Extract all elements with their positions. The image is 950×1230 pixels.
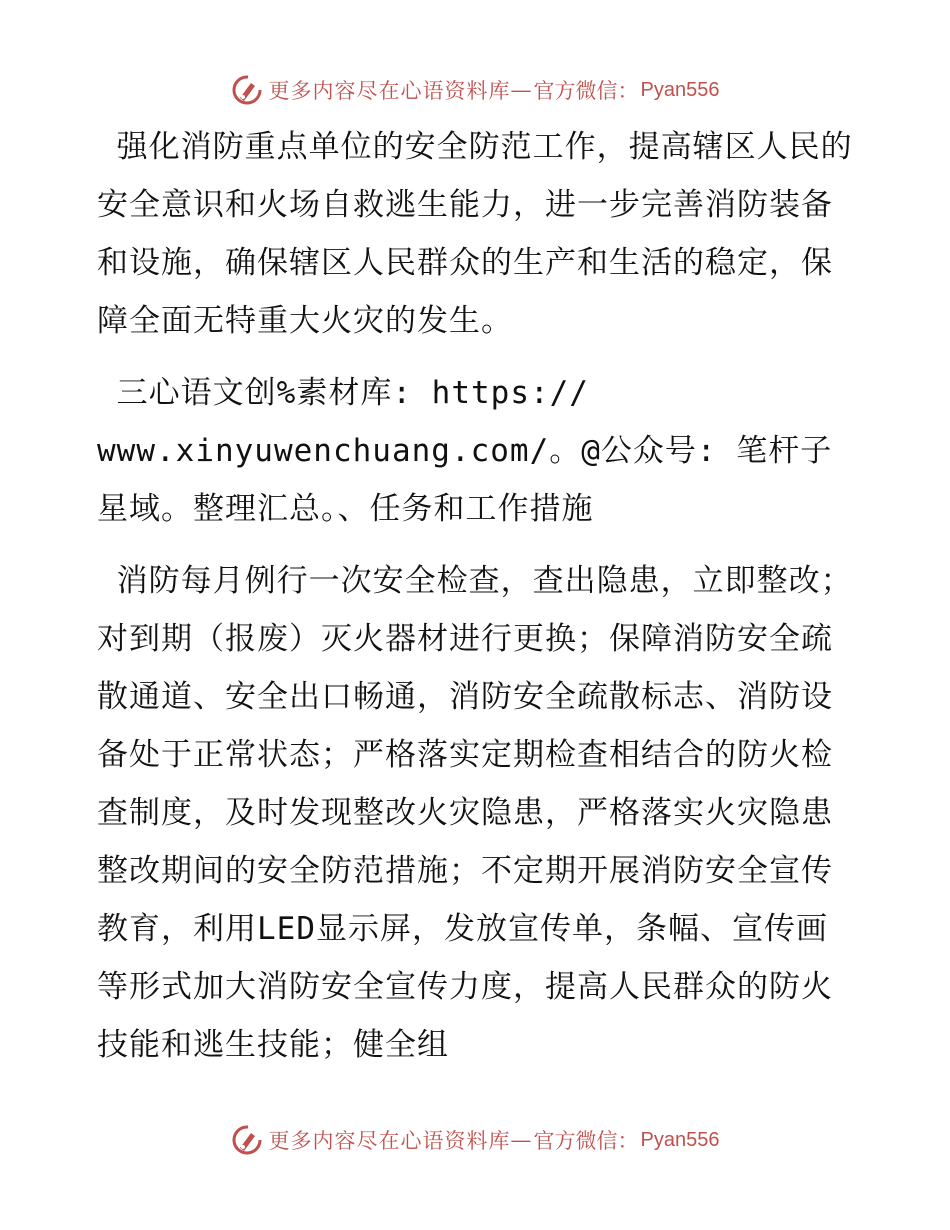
wechat-id: Pyan556 [640, 78, 720, 101]
site-name-text: 更多内容尽在心语资料库 [268, 79, 511, 103]
pen-logo-icon [231, 74, 263, 106]
paragraph: 三心语文创%素材库: https:// www.xinyuwenchuang.com/。@公众号: 笔杆子星域。整理汇总。、任务和工作措施 [97, 375, 833, 527]
paragraph: 消防每月例行一次安全检查，查出隐患，立即整改；对到期（报废）灭火器材进行更换；保障消防安全疏散通道、安全出口畅通，消防安全疏散标志、消防设备处于正常状态；严格落实定期检查相结合的防火检查制度，及时发现整改火灾隐患，严格落实火灾隐患整改期间的安全防范措施；不定期开展消防安全宣传教育，利用LED显示屏，发放宣传单，条幅、宣传画等形式加大消防安全宣传力度，提高人民群众的防火技能和逃生技能；健全组 [97, 563, 853, 1063]
pen-logo-icon [231, 1124, 263, 1156]
wechat-label: 官方微信： [533, 79, 639, 103]
banner-dash: — [510, 1128, 532, 1152]
wechat-id: Pyan556 [640, 1128, 720, 1151]
paragraph: 强化消防重点单位的安全防范工作，提高辖区人民的安全意识和火场自救逃生能力，进一步完善消防装备和设施，确保辖区人民群众的生产和生活的稳定，保障全面无特重大火灾的发生。 [97, 129, 853, 339]
footer-banner[interactable] [0, 1120, 950, 1160]
document-body [97, 118, 857, 1088]
banner-dash: — [510, 78, 532, 102]
header-banner[interactable] [0, 70, 950, 110]
site-name-text: 更多内容尽在心语资料库 [268, 1129, 511, 1153]
wechat-label: 官方微信： [533, 1129, 639, 1153]
